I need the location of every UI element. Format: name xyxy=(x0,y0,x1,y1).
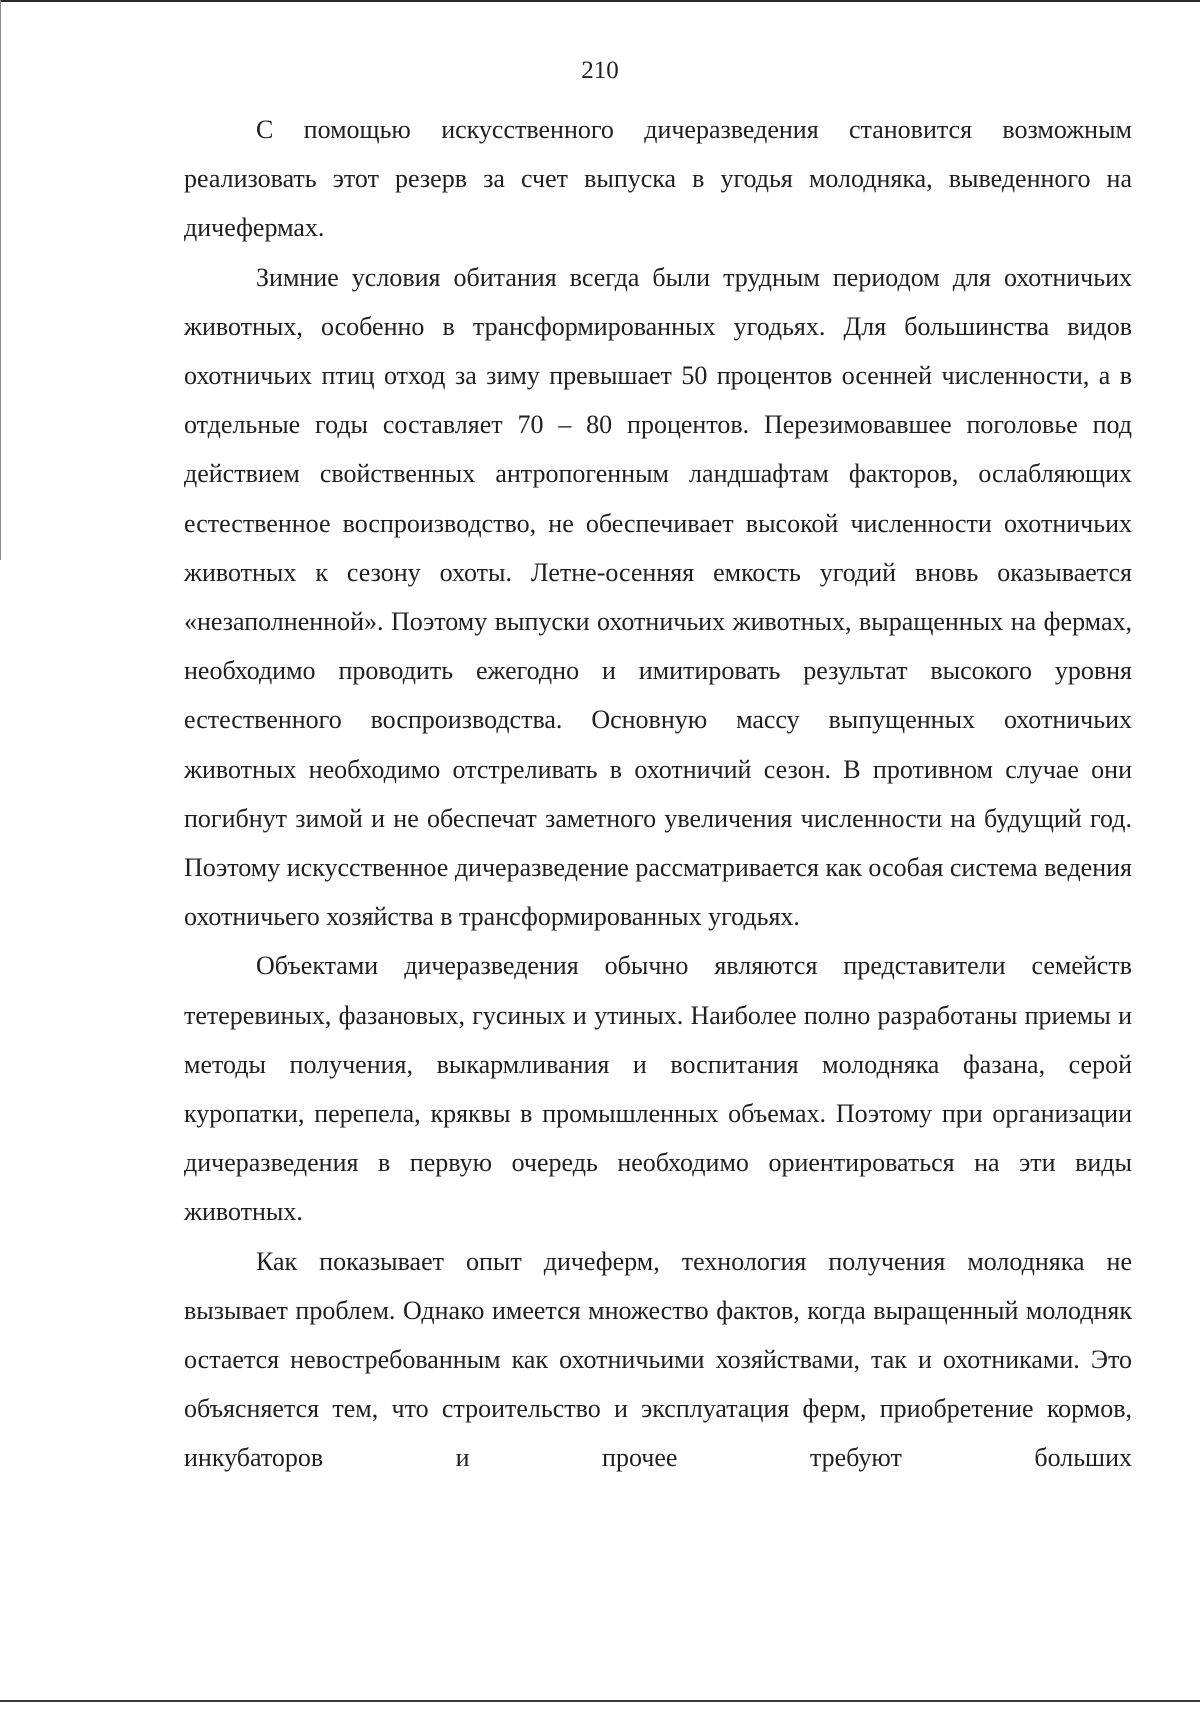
scan-top-edge-line xyxy=(0,0,1200,2)
page-number: 210 xyxy=(581,57,619,84)
document-body xyxy=(184,105,1132,1483)
paragraph-1: С помощью искусственного дичеразведения становится возможным реализовать этот резерв за счет выпуска в угодья молодняка, выведенного на дичефермах. xyxy=(184,115,1132,243)
paragraph-2: Зимние условия обитания всегда были трудным периодом для охотничьих животных, особенно в трансформированных угодьях. Для большинства видов охотничьих птиц отход за зиму превышает 50 процентов осенней численности, а в отдельные годы составляет 70 – 80 процентов. Перезимовавшее поголовье под действием свойственных антропогенным ландшафтам факторов, ослабляющих естественное воспроизводство, не обеспечивает высокой численности охотничьих животных к сезону охоты. Летне-осенняя емкость угодий вновь оказывается «незаполненной». Поэтому выпуски охотничьих животных, выращенных на фермах, необходимо проводить ежегодно и имитировать результат высокого уровня естественного воспроизводства. Основную массу выпущенных охотничьих животных необходимо отстреливать в охотничий сезон. В противном случае они погибнут зимой и не обеспечат заметного увеличения численности на будущий год. Поэтому искусственное дичеразведение рассматривается как особая система ведения охотничьего хозяйства в трансформированных угодьях. xyxy=(184,262,1132,932)
paragraph-3: Объектами дичеразведения обычно являются представители семейств тетеревиных, фазановых, гусиных и утиных. Наиболее полно разработаны приемы и методы получения, выкармливания и воспитания молодняка фазана, серой куропатки, перепела, кряквы в промышленных объемах. Поэтому при организации дичеразведения в первую очередь необходимо ориентироваться на эти виды животных. xyxy=(184,951,1132,1227)
paragraph-4: Как показывает опыт дичеферм, технология получения молодняка не вызывает проблем. Однако имеется множество фактов, когда выращенный молодняк остается невостребованным как охотничьими хозяйствами, так и охотниками. Это объясняется тем, что строительство и эксплуатация ферм, приобретение кормов, инкубаторов и прочее требуют больших xyxy=(184,1246,1132,1473)
scan-bottom-edge-line xyxy=(0,1700,1200,1702)
